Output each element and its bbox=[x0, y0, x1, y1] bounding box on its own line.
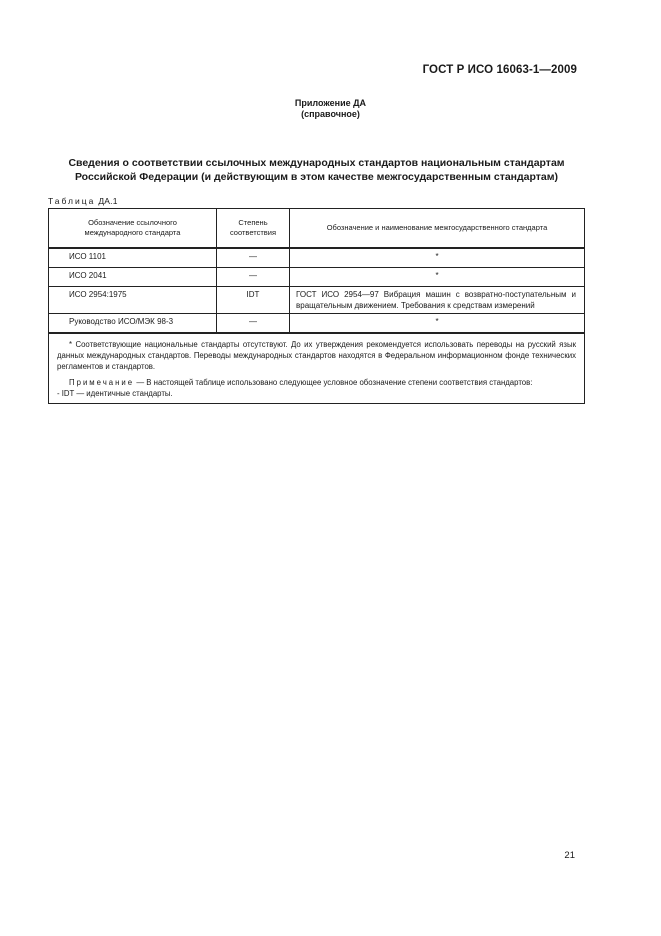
national-standard-cell: ГОСТ ИСО 2954—97 Вибрация машин с возвратно-поступательным и вращательным движением. Требования к средствам измерений bbox=[290, 287, 585, 314]
table-header-row bbox=[49, 209, 585, 249]
table-caption bbox=[48, 196, 118, 206]
appendix-subtitle: (справочное) bbox=[301, 109, 360, 119]
table-row bbox=[49, 314, 585, 334]
reference-cell: ИСО 2954:1975 bbox=[49, 287, 217, 314]
table-row bbox=[49, 248, 585, 268]
standards-table bbox=[48, 208, 585, 404]
note-paragraph bbox=[57, 377, 576, 399]
column-header-reference-line2: международного стандарта bbox=[84, 228, 181, 237]
reference-cell: ИСО 2041 bbox=[49, 268, 217, 287]
column-header-degree-line1: Степень bbox=[238, 218, 268, 227]
table-caption-number: ДА.1 bbox=[98, 196, 118, 206]
table-footer bbox=[49, 333, 585, 404]
note-text: — В настоящей таблице использовано следующее условное обозначение степени соответствия стандартов: bbox=[136, 378, 533, 387]
column-header-reference-line1: Обозначение ссылочного bbox=[88, 218, 177, 227]
column-header-national: Обозначение и наименование межгосударственного стандарта bbox=[290, 209, 585, 249]
document-code: ГОСТ Р ИСО 16063-1—2009 bbox=[422, 64, 577, 76]
footnote-paragraph bbox=[57, 339, 576, 372]
footnote-text: * Соответствующие национальные стандарты отсутствуют. До их утверждения рекомендуется использовать переводы на русский язык данных международных стандартов. Переводы международных стандартов находятся в Федеральном информационном фонде технических регламентов и стандартов. bbox=[57, 340, 576, 371]
degree-cell: — bbox=[217, 314, 290, 334]
page-number: 21 bbox=[564, 850, 575, 861]
degree-cell: IDT bbox=[217, 287, 290, 314]
table-row bbox=[49, 287, 585, 314]
section-title bbox=[48, 156, 585, 184]
table-caption-word: Таблица bbox=[48, 196, 96, 206]
note-item: - IDT — идентичные стандарты. bbox=[57, 389, 173, 398]
degree-cell: — bbox=[217, 248, 290, 268]
section-title-line1: Сведения о соответствии ссылочных международных стандартов национальным стандартам bbox=[68, 157, 565, 169]
note-label: Примечание bbox=[69, 378, 135, 387]
column-header-degree-line2: соответствия bbox=[229, 228, 277, 237]
section-title-line2: Российской Федерации (и действующим в этом качестве межгосударственным стандартам) bbox=[74, 171, 559, 183]
column-header-reference bbox=[49, 209, 217, 249]
appendix-heading bbox=[0, 98, 661, 120]
degree-cell: — bbox=[217, 268, 290, 287]
national-standard-cell: * bbox=[290, 314, 585, 334]
reference-cell: Руководство ИСО/МЭК 98-3 bbox=[49, 314, 217, 334]
column-header-degree bbox=[217, 209, 290, 249]
table-footer-row bbox=[49, 333, 585, 404]
national-standard-cell: * bbox=[290, 268, 585, 287]
reference-cell: ИСО 1101 bbox=[49, 248, 217, 268]
table-row bbox=[49, 268, 585, 287]
appendix-title: Приложение ДА bbox=[294, 98, 367, 108]
national-standard-cell: * bbox=[290, 248, 585, 268]
